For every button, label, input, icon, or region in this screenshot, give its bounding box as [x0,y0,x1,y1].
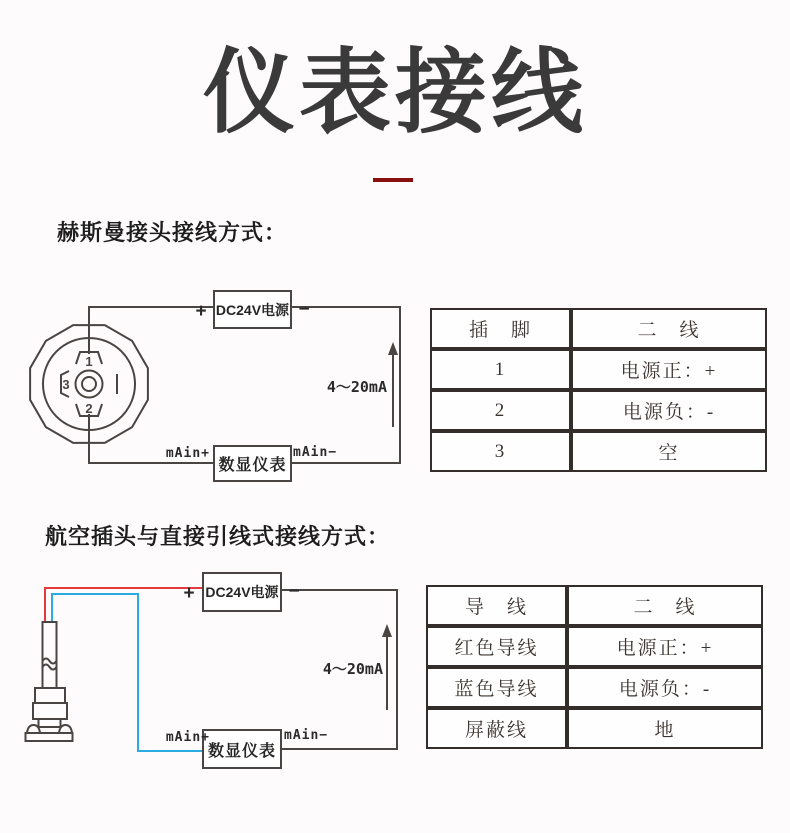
col-header-two-wire: 二 线 [571,308,767,349]
connector-hub-inner [82,377,96,391]
plus-sign-2: + [183,583,195,604]
function-cell: 空 [571,431,767,472]
current-direction-arrow-1 [388,342,398,427]
function-cell: 地 [567,708,763,749]
arrow-head [382,624,392,637]
function-cell: 电源负：- [567,667,763,708]
pin2-number: 2 [85,401,93,416]
pin3-number: 3 [62,377,70,392]
pin-cell: 3 [430,431,571,472]
minus-sign-2: − [288,581,300,602]
cable-stem [43,622,57,688]
base-plate [26,733,73,741]
pin-cell: 2 [430,390,571,431]
table-row [426,626,763,667]
table-row [430,349,767,390]
col-header-wire: 导 线 [426,585,567,626]
col-header-two-wire: 二 线 [567,585,763,626]
table-row [426,708,763,749]
flange-left-ear [27,725,40,733]
section2-heading: 航空插头与直接引线式接线方式： [45,524,391,549]
main-minus-label-2: mAin− [284,728,329,743]
digital-meter-box-2: 数显仪表 [202,729,282,769]
pin-cell: 1 [430,349,571,390]
pin1-number: 1 [85,354,93,369]
lead-wiring-table [426,585,763,749]
current-range-label-2: 4～20mA [322,660,383,678]
main-plus-label-1: mAin+ [165,446,210,461]
table-header-row [426,585,763,626]
wire-cell: 蓝色导线 [426,667,567,708]
table-row [430,390,767,431]
housing-top [35,688,65,703]
section1-heading: 赫斯曼接头接线方式： [57,220,288,245]
wire-cell: 屏蔽线 [426,708,567,749]
function-cell: 电源正：+ [571,349,767,390]
pin-wiring-table [430,308,767,472]
power-supply-box-2: DC24V电源 [202,572,282,612]
digital-meter-box-1: 数显仪表 [213,445,292,482]
arrow-head [388,342,398,355]
power-supply-box-1: DC24V电源 [213,290,292,329]
function-cell: 电源正：+ [567,626,763,667]
flange-right-ear [59,725,72,733]
minus-sign-1: − [298,299,310,320]
current-direction-arrow-2 [382,624,392,710]
main-minus-label-1: mAin− [293,445,338,460]
table-row [430,431,767,472]
function-cell: 电源负：- [571,390,767,431]
table-row [426,667,763,708]
housing-hex [33,703,67,719]
main-plus-label-2: mAin+ [165,730,210,745]
blue-wire [52,594,202,751]
cable-break-mark [43,659,57,670]
table-header-row [430,308,767,349]
plus-sign-1: + [195,301,207,322]
housing-neck [39,719,61,727]
page-title: 仪表接线 [202,42,587,144]
pressure-transmitter-drawing [26,622,73,741]
wire-cell: 红色导线 [426,626,567,667]
current-range-label-1: 4～20mA [326,378,387,396]
connector-hub-outer [76,371,103,398]
col-header-pin: 插 脚 [430,308,571,349]
